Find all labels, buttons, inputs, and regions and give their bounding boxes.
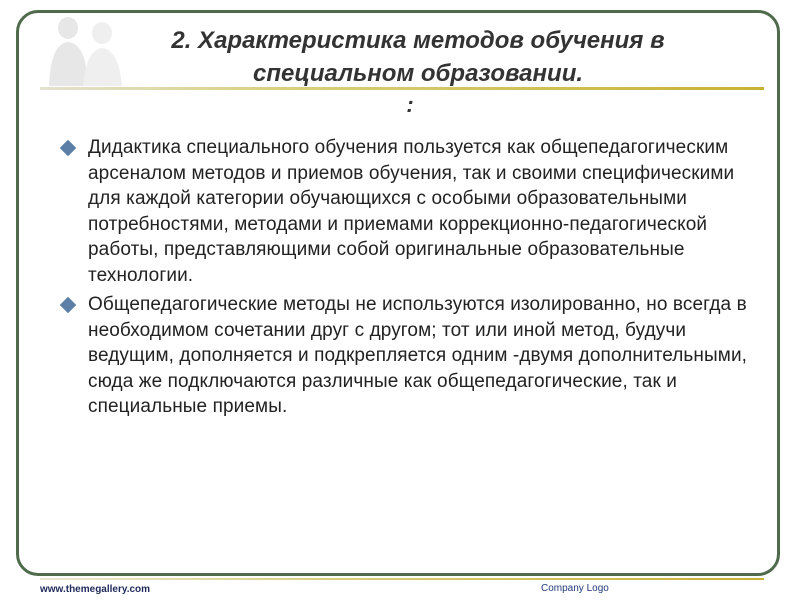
bullet-item [58,292,758,420]
bullet-text: Дидактика специального обучения пользуется как общепедагогическим арсеналом методов и приемов обучения, так и своими специфическими для каждой категории обучающихся с особыми образовательными потребностями, методами и приемами коррекционно-педагогической работы, представляющими собой оригинальные образовательные технологии. [88,137,735,286]
bullet-list [58,135,758,424]
slide-title [98,24,738,90]
diamond-bullet-icon [60,140,76,156]
bullet-text: Общепедагогические методы не используются изолированно, но всегда в необходимом сочетании друг с другом; тот или иной метод, будучи ведущим, дополняется и подкрепляется одним -двумя дополнительными, сюда же подключаются различные как общепедагогические, так и специальные приемы. [88,294,748,417]
title-divider [40,87,764,90]
slide-title-line-2: специальном образовании. [252,60,584,87]
footer-divider [40,578,764,580]
slide-title-line-1: 2. Характеристика методов обучения в [171,27,665,54]
diamond-bullet-icon [60,297,76,313]
company-logo: Company Logo [541,583,609,594]
footer-url[interactable]: www.themegallery.com [40,584,151,595]
slide-subtitle: : [406,92,414,117]
bullet-item [58,135,758,288]
